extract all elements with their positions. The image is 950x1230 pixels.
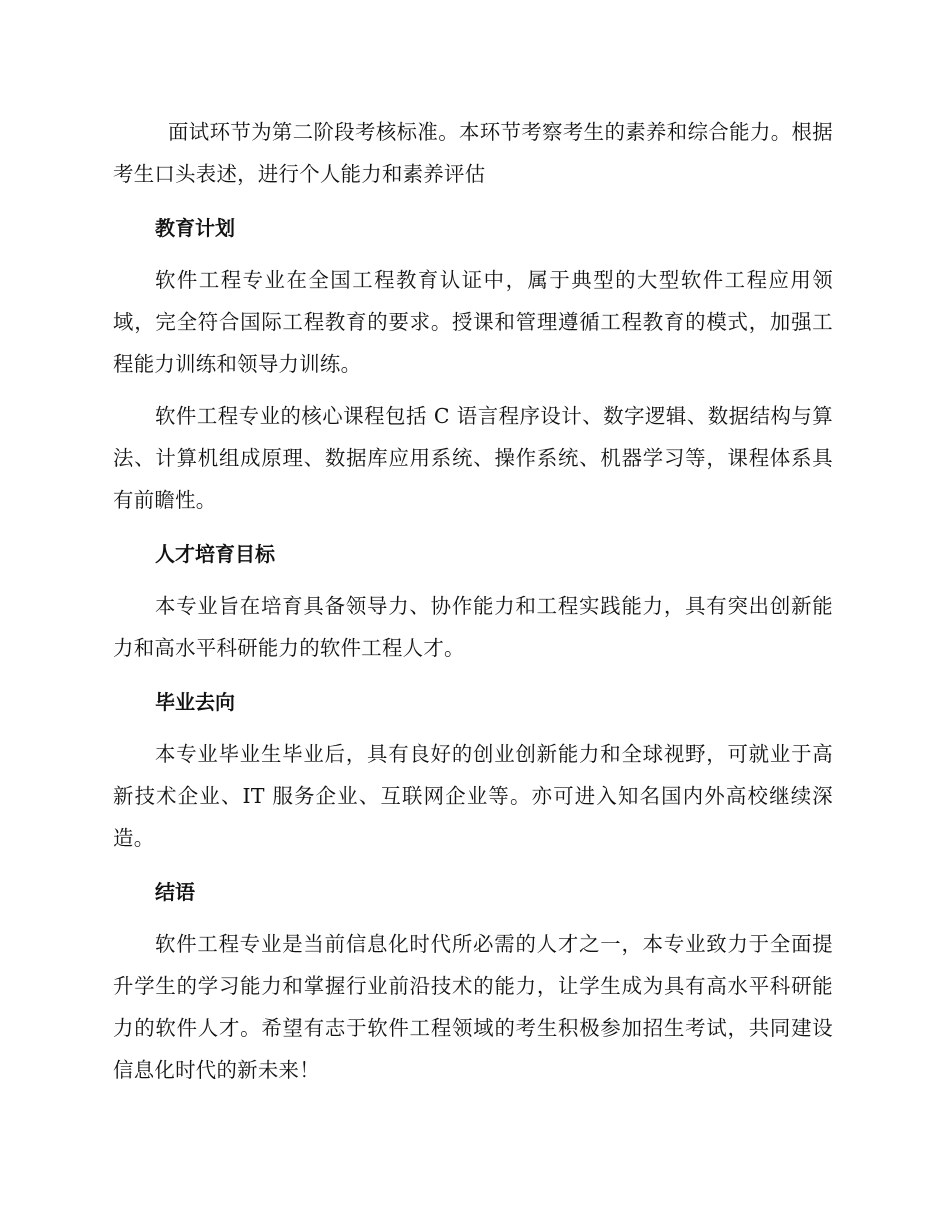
section-heading: 结语 bbox=[155, 880, 195, 904]
section-talent-goals bbox=[113, 533, 833, 669]
intro-paragraph: 面试环节为第二阶段考核标准。本环节考察考生的素养和综合能力。根据考生口头表述，进行个人能力和素养评估 bbox=[113, 120, 833, 186]
body-paragraph: 软件工程专业是当前信息化时代所必需的人才之一，本专业致力于全面提升学生的学习能力和掌握行业前沿技术的能力，让学生成为具有高水平科研能力的软件人才。希望有志于软件工程领域的考生积极参加招生考试，共同建设信息化时代的新未来！ bbox=[113, 932, 833, 1082]
section-graduate-destination bbox=[113, 681, 833, 859]
section-heading: 教育计划 bbox=[155, 216, 235, 240]
section-heading: 人才培育目标 bbox=[155, 542, 275, 566]
section-conclusion bbox=[113, 871, 833, 1091]
body-paragraph: 本专业旨在培育具备领导力、协作能力和工程实践能力，具有突出创新能力和高水平科研能力的软件工程人才。 bbox=[113, 594, 833, 660]
section-education-plan bbox=[113, 207, 833, 521]
body-paragraph: 软件工程专业在全国工程教育认证中，属于典型的大型软件工程应用领域，完全符合国际工程教育的要求。授课和管理遵循工程教育的模式，加强工程能力训练和领导力训练。 bbox=[113, 268, 833, 376]
section-heading: 毕业去向 bbox=[155, 690, 235, 714]
body-paragraph: 软件工程专业的核心课程包括 C 语言程序设计、数字逻辑、数据结构与算法、计算机组成原理、数据库应用系统、操作系统、机器学习等，课程体系具有前瞻性。 bbox=[113, 404, 833, 512]
document-page bbox=[113, 111, 833, 1091]
body-paragraph: 本专业毕业生毕业后，具有良好的创业创新能力和全球视野，可就业于高新技术企业、IT 服务企业、互联网企业等。亦可进入知名国内外高校继续深造。 bbox=[113, 742, 833, 850]
